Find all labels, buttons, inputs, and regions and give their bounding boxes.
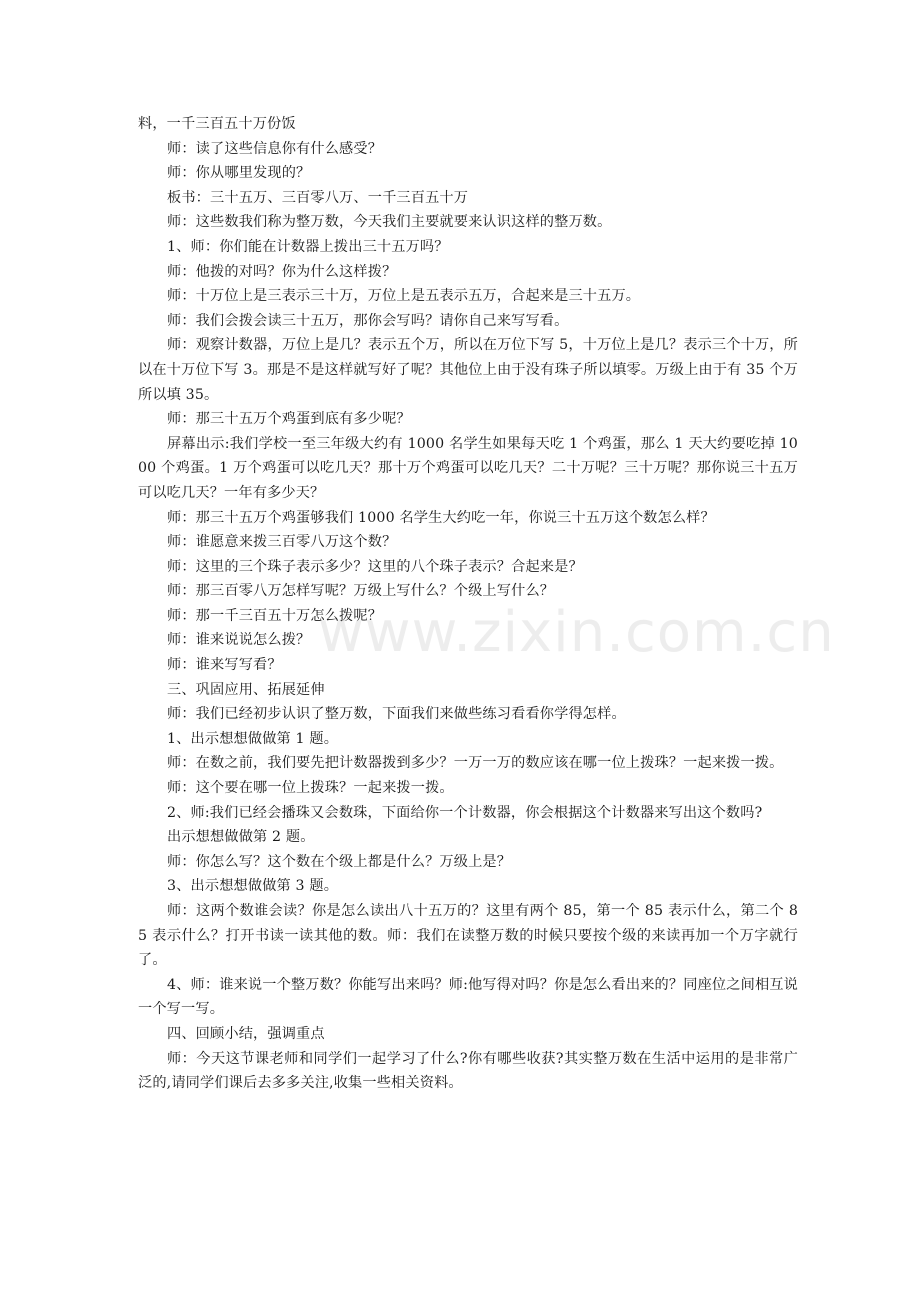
paragraph: 师：那三十五万个鸡蛋够我们 1000 名学生大约吃一年，你说三十五万这个数怎么样？ <box>167 509 715 526</box>
paragraph: 板书：三十五万、三百零八万、一千三百五十万 <box>167 189 469 206</box>
paragraph: 师：这里的三个珠子表示多少？这里的八个珠子表示？合起来是？ <box>167 558 583 575</box>
document-body <box>138 112 798 1096</box>
watermark: www.zixin.com.cn <box>318 600 835 665</box>
paragraph: 屏幕出示:我们学校一至三年级大约有 1000 名学生如果每天吃 1 个鸡蛋，那么 1 天大约要吃掉 1000 个鸡蛋。1 万个鸡蛋可以吃几天？那十万个鸡蛋可以吃几天？二十万呢？三十万呢？那你说三十五万可以吃几天？一年有多少天？ <box>138 435 798 501</box>
paragraph: 师：我们已经初步认识了整万数，下面我们来做些练习看看你学得怎样。 <box>167 706 626 723</box>
paragraph: 师：他拨的对吗？你为什么这样拨？ <box>167 263 397 280</box>
paragraph: 师：那三十五万个鸡蛋到底有多少呢？ <box>167 411 411 428</box>
paragraph: 师：十万位上是三表示三十万，万位上是五表示五万，合起来是三十五万。 <box>167 288 641 305</box>
paragraph: 师：你怎么写？这个数在个级上都是什么？万级上是？ <box>167 853 512 870</box>
paragraph: 师：这些数我们称为整万数，今天我们主要就要来认识这样的整万数。 <box>167 214 612 231</box>
paragraph: 师：你从哪里发现的？ <box>167 165 311 182</box>
paragraph: 4、师：谁来说一个整万数？你能写出来吗？师:他写得对吗？你是怎么看出来的？同座位之间相互说一个写一写。 <box>138 976 798 1018</box>
paragraph: 3、出示想想做做第 3 题。 <box>167 878 339 895</box>
section-heading: 四、回顾小结，强调重点 <box>167 1025 325 1042</box>
paragraph-continuation: 料，一千三百五十万份饭 <box>138 116 296 132</box>
section-heading: 三、巩固应用、拓展延伸 <box>167 681 325 698</box>
paragraph: 2、师:我们已经会播珠又会数珠，下面给你一个计数器，你会根据这个计数器来写出这个数吗? <box>167 804 763 821</box>
paragraph: 师：观察计数器，万位上是几？表示五个万，所以在万位下写 5，十万位上是几？表示三个十万，所以在十万位下写 3。那是不是这样就写好了呢？其他位上由于没有珠子所以填零。万级上由于有 35 个万所以填 35。 <box>138 337 798 403</box>
paragraph: 1、师：你们能在计数器上拨出三十五万吗？ <box>167 238 449 255</box>
paragraph: 师：今天这节课老师和同学们一起学习了什么?你有哪些收获?其实整万数在生活中运用的是非常广泛的,请同学们课后去多多关注,收集一些相关资料。 <box>138 1050 798 1092</box>
paragraph: 师：在数之前，我们要先把计数器拨到多少？一万一万的数应该在哪一位上拨珠？一起来拨一拨。 <box>167 755 784 772</box>
paragraph: 师：谁来写写看？ <box>167 657 282 674</box>
paragraph: 师：那一千三百五十万怎么拨呢？ <box>167 607 383 624</box>
paragraph: 师：谁来说说怎么拨？ <box>167 632 311 649</box>
paragraph: 师：那三百零八万怎样写呢？万级上写什么？个级上写什么？ <box>167 583 555 600</box>
paragraph: 出示想想做做第 2 题。 <box>167 829 315 846</box>
paragraph: 师：这两个数谁会读？你是怎么读出八十五万的？这里有两个 85，第一个 85 表示什么，第二个 85 表示什么？打开书读一读其他的数。师：我们在读整万数的时候只要按个级的来读再加一个万字就行了。 <box>138 903 798 969</box>
paragraph: 师：谁愿意来拨三百零八万这个数？ <box>167 534 397 551</box>
paragraph: 师：读了这些信息你有什么感受？ <box>167 140 383 157</box>
paragraph: 师：我们会拨会读三十五万，那你会写吗？请你自己来写写看。 <box>167 312 569 329</box>
paragraph: 师：这个要在哪一位上拨珠？一起来拨一拨。 <box>167 780 454 797</box>
paragraph: 1、出示想想做做第 1 题。 <box>167 730 339 747</box>
